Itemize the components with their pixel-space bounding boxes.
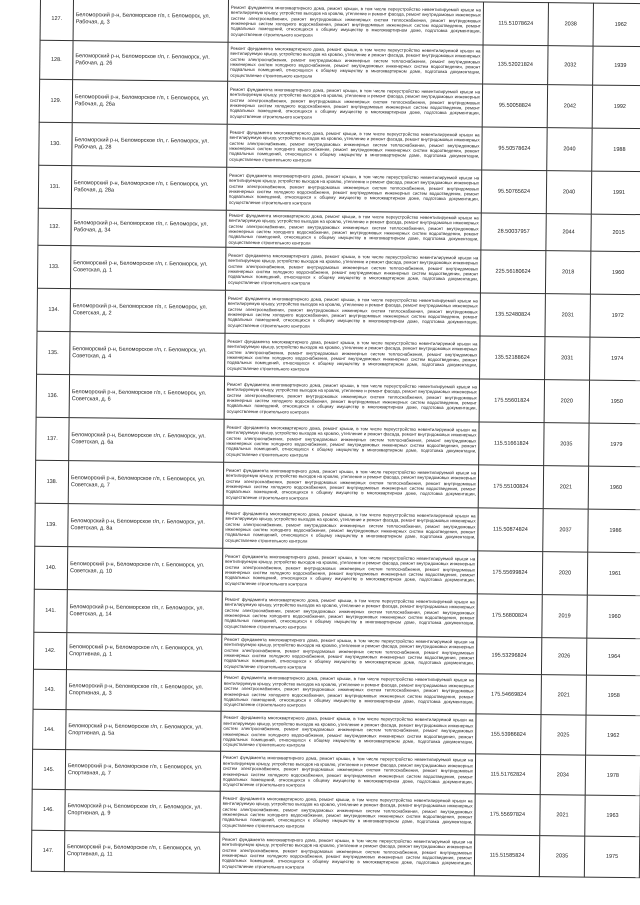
cost-cell bbox=[482, 84, 547, 128]
table-row bbox=[37, 245, 640, 294]
build-year-cell-text: 1986 bbox=[609, 527, 622, 534]
cost-cell-text: 175.55697824 bbox=[489, 811, 526, 818]
row-number-text: 143. bbox=[44, 686, 56, 693]
works-description-cell bbox=[225, 333, 480, 379]
address-cell bbox=[66, 710, 221, 752]
cost-cell-text: 115.51661824 bbox=[493, 440, 529, 447]
address-cell bbox=[66, 633, 221, 672]
works-description-cell-text: Ремонт фундамента многоквартирного дома, ремонт крыши, в том числе переустройство невентилируемой крыши на вентилируемую крышу, устройство выходов на кровлю, утепление и ремонт фасада, ремонт внутридомовых инженерных систем электроснабжения, ремонт внутридомовых инженерных систем теплоснабжения, ремонт внутридомовых инженерных систем холодного водоснабжения, ремонт внутридомовых инженерных систем водоотведения, ремонт подвальных помещений, относящихся к общему имуществу в многоквартирном доме, подготовка документации, осуществление строительного контроля bbox=[222, 795, 473, 829]
table-row bbox=[38, 208, 640, 251]
planned-year-cell bbox=[548, 3, 593, 46]
build-year-cell bbox=[586, 715, 640, 756]
cost-cell bbox=[477, 594, 542, 638]
build-year-cell bbox=[587, 552, 640, 596]
address-cell-text: Беломорский р-н, Беломорское г/п, г. Беломорск, ул. Советская, д. 1 bbox=[73, 260, 208, 274]
planned-year-cell bbox=[544, 423, 589, 466]
planned-year-cell-text: 2019 bbox=[558, 613, 571, 620]
planned-year-cell bbox=[539, 836, 584, 877]
build-year-cell-text: 1960 bbox=[612, 269, 625, 276]
planned-year-cell-text: 2040 bbox=[563, 146, 576, 153]
cost-cell bbox=[482, 127, 547, 171]
row-number-text: 135. bbox=[47, 349, 59, 357]
planned-year-cell-text: 2031 bbox=[561, 355, 574, 362]
planned-year-cell-text: 2020 bbox=[560, 398, 573, 405]
cost-cell bbox=[475, 754, 540, 795]
address-cell bbox=[66, 670, 221, 712]
planned-year-cell bbox=[543, 509, 588, 552]
planned-year-cell-text: 2035 bbox=[560, 441, 573, 448]
address-cell bbox=[65, 750, 220, 792]
works-description-cell-text: Ремонт фундамента многоквартирного дома, ремонт крыши, в том числе переустройство невентилируемой крыши на вентилируемую крышу, устройство выходов на кровлю, утепление и ремонт фасада, ремонт внутридомовых инженерных систем электроснабжения, ремонт внутридомовых инженерных систем теплоснабжения, ремонт внутридомовых инженерных систем холодного водоснабжения, ремонт внутридомовых инженерных систем водоотведения, ремонт подвальных помещений, относящихся к общему имуществу в многоквартирном доме, подготовка документации, осуществление строительного контроля bbox=[227, 295, 478, 329]
table-row bbox=[40, 0, 640, 47]
row-number-text: 138. bbox=[46, 478, 58, 486]
row-number-text: 127. bbox=[51, 15, 63, 23]
build-year-cell bbox=[590, 251, 640, 295]
build-year-cell bbox=[586, 638, 640, 676]
address-cell bbox=[71, 209, 226, 248]
build-year-cell bbox=[592, 128, 640, 172]
works-description-cell bbox=[221, 634, 476, 674]
build-year-cell bbox=[591, 171, 640, 215]
works-description-cell-text: Ремонт фундамента многоквартирного дома, ремонт крыши, в том числе переустройство невентилируемой крыши на вентилируемую крышу, устройство выходов на кровлю, утепление и ремонт фасада, ремонт внутридомовых инженерных систем электроснабжения, ремонт внутридомовых инженерных систем теплоснабжения, ремонт внутридомовых инженерных систем холодного водоснабжения, ремонт внутридомовых инженерных систем водоотведения, ремонт подвальных помещений, относящихся к общему имуществу в многоквартирном доме, подготовка документации, осуществление строительного контроля bbox=[230, 4, 481, 38]
cost-cell-text: 95.50058824 bbox=[498, 102, 531, 109]
planned-year-cell bbox=[544, 380, 589, 423]
row-number bbox=[33, 709, 66, 749]
address-cell bbox=[64, 831, 219, 874]
cost-cell-text: 175.55100824 bbox=[493, 483, 529, 490]
planned-year-cell bbox=[540, 795, 585, 836]
planned-year-cell bbox=[541, 715, 586, 755]
build-year-cell bbox=[585, 795, 640, 837]
row-number bbox=[32, 749, 65, 789]
works-description-cell-text: Ремонт фундамента многоквартирного дома, ремонт крыши, в том числе переустройство невентилируемой крыши на вентилируемую крышу, устройство выходов на кровлю, утепление и ремонт фасада, ремонт внутридомовых инженерных систем электроснабжения, ремонт внутридомовых инженерных систем теплоснабжения, ремонт внутридомовых инженерных систем холодного водоснабжения, ремонт внутридомовых инженерных систем водоотведения, ремонт подвальных помещений, относящихся к общему имуществу в многоквартирном доме, подготовка документации, осуществление строительного контроля bbox=[222, 755, 474, 788]
planned-year-cell bbox=[546, 171, 591, 214]
address-cell-text: Беломорский р-н, Беломорское г/п, г. Беломорск, ул. Рабочая, д. 28а bbox=[73, 180, 209, 194]
works-description-cell bbox=[224, 376, 479, 422]
works-description-cell bbox=[220, 751, 475, 794]
planned-year-cell-text: 2021 bbox=[559, 484, 573, 491]
address-cell-text: Беломорский р-н, Беломорское г/п, г. Беломорск, ул. Советская, д. 6а bbox=[71, 432, 206, 446]
works-description-cell-text: Ремонт фундамента многоквартирного дома, ремонт крыши, в том числе переустройство невентилируемой крыши на вентилируемую крышу, устройство выходов на кровлю, утепление и ремонт фасада, ремонт внутридомовых инженерных систем электроснабжения, ремонт внутридомовых инженерных систем теплоснабжения, ремонт внутридомовых инженерных систем холодного водоснабжения, ремонт внутридомовых инженерных систем водоотведения, ремонт подвальных помещений, относящихся к общему имуществу в многоквартирном доме, подготовка документации, осуществление строительного контроля bbox=[224, 596, 475, 630]
address-cell-text: Беломорский р-н, Беломорское г/п, г. Беломорск, ул. Рабочая, д. 34 bbox=[73, 220, 209, 234]
works-description-cell-text: Ремонт фундамента многоквартирного дома, ремонт крыши, в том числе переустройство невентилируемой крыши на вентилируемую крышу, устройство выходов на кровлю, утепление и ремонт фасада, ремонт внутридомовых инженерных систем электроснабжения, ремонт внутридомовых инженерных систем теплоснабжения, ремонт внутридомовых инженерных систем холодного водоснабжения, ремонт внутридомовых инженерных систем водоотведения, ремонт подвальных помещений, относящихся к общему имуществу в многоквартирном доме, подготовка документации, осуществление строительного контроля bbox=[223, 715, 474, 748]
address-cell-text: Беломорский р-н, Беломорское г/п, г. Беломорск, ул. Советская, д. 7 bbox=[70, 475, 206, 489]
row-number-text: 141. bbox=[45, 607, 56, 615]
row-number-text: 145. bbox=[43, 766, 55, 773]
table-row bbox=[37, 288, 640, 337]
address-cell-text: Беломорский р-н, Беломорское г/п, г. Беломорск, ул. Спортивная, д. 5а bbox=[68, 722, 203, 737]
row-number bbox=[38, 208, 71, 245]
table-row bbox=[31, 830, 639, 877]
address-cell bbox=[65, 790, 220, 833]
table-row bbox=[33, 709, 640, 755]
row-number bbox=[40, 40, 73, 79]
table-row bbox=[34, 589, 640, 638]
cost-cell-text: 155.53986824 bbox=[490, 731, 526, 738]
works-description-cell bbox=[223, 505, 478, 551]
row-number bbox=[34, 589, 67, 632]
build-year-cell-text: 1963 bbox=[606, 812, 619, 819]
build-year-cell-text: 1962 bbox=[614, 21, 627, 28]
works-description-cell-text: Ремонт фундамента многоквартирного дома, ремонт крыши, в том числе переустройство невентилируемой крыши на вентилируемую крышу, устройство выходов на кровлю, утепление и ремонт фасада, ремонт внутридомовых инженерных систем электроснабжения, ремонт внутридомовых инженерных систем теплоснабжения, ремонт внутридомовых инженерных систем холодного водоснабжения, ремонт внутридомовых инженерных систем водоотведения, ремонт подвальных помещений, относящихся к общему имуществу в многоквартирном доме, подготовка документации, осуществление строительного контроля bbox=[227, 338, 478, 372]
row-number-text: 131. bbox=[49, 183, 61, 191]
row-number bbox=[37, 245, 70, 288]
row-number bbox=[33, 632, 66, 669]
row-number-text: 130. bbox=[50, 140, 61, 148]
works-description-cell bbox=[225, 247, 480, 293]
build-year-cell bbox=[584, 836, 639, 878]
table-row bbox=[38, 165, 640, 214]
row-number bbox=[32, 789, 65, 830]
table-row bbox=[36, 417, 640, 466]
cost-cell bbox=[475, 794, 540, 836]
table-row bbox=[33, 669, 640, 715]
works-description-cell bbox=[221, 711, 476, 754]
address-cell bbox=[69, 375, 224, 420]
table-row bbox=[39, 79, 640, 128]
address-cell-text: Беломорский р-н, Беломорское г/п, г. Беломорск, ул. Советская, д. 4 bbox=[72, 346, 207, 360]
build-year-cell-text: 1975 bbox=[605, 853, 619, 860]
table-row bbox=[33, 632, 640, 675]
works-description-cell-text: Ремонт фундамента многоквартирного дома, ремонт крыши, в том числе переустройство невентилируемой крыши на вентилируемую крышу, устройство выходов на кровлю, утепление и ремонт фасада, ремонт внутридомовых инженерных систем электроснабжения, ремонт внутридомовых инженерных систем теплоснабжения, ремонт внутридомовых инженерных систем холодного водоснабжения, ремонт внутридомовых инженерных систем водоотведения, ремонт подвальных помещений, относящихся к общему имуществу в многоквартирном доме, подготовка документации, осуществление строительного контроля bbox=[228, 252, 479, 286]
build-year-cell-text: 1979 bbox=[610, 441, 623, 448]
build-year-cell-text: 1960 bbox=[608, 613, 621, 620]
works-description-cell-text: Ремонт фундамента многоквартирного дома, ремонт крыши, в том числе переустройство невентилируемой крыши на вентилируемую крышу, устройство выходов на кровлю, утепление и ремонт фасада, ремонт внутридомовых инженерных систем электроснабжения, ремонт внутридомовых инженерных систем теплоснабжения, ремонт внутридомовых инженерных систем холодного водоснабжения, ремонт внутридомовых инженерных систем водоотведения, ремонт подвальных помещений, относящихся к общему имуществу в многоквартирном доме, подготовка документации, осуществление строительного контроля bbox=[223, 636, 475, 670]
planned-year-cell-text: 2034 bbox=[556, 771, 570, 778]
cost-cell bbox=[476, 637, 541, 675]
cost-cell bbox=[476, 674, 541, 715]
cost-cell-text: 135.52480824 bbox=[495, 311, 531, 318]
works-description-cell bbox=[224, 419, 479, 465]
build-year-cell-text: 1950 bbox=[610, 398, 623, 405]
build-year-cell-text: 1974 bbox=[611, 355, 624, 362]
cost-cell bbox=[478, 508, 543, 552]
cost-cell-text: 135.52188624 bbox=[494, 354, 530, 361]
cost-cell-text: 135.52021824 bbox=[497, 61, 533, 68]
row-number bbox=[39, 79, 72, 122]
address-cell-text: Беломорский р-н, Беломорское г/п, г. Беломорск, ул. Советская, д. 6 bbox=[71, 389, 207, 403]
works-description-cell bbox=[227, 81, 482, 127]
row-number bbox=[35, 460, 68, 503]
address-cell-text: Беломорский р-н, Беломорское г/п, г. Беломорск, ул. Спортивная, д. 11 bbox=[67, 844, 202, 858]
row-number bbox=[39, 122, 72, 165]
works-description-cell-text: Ремонт фундамента многоквартирного дома, ремонт крыши, в том числе переустройство невентилируемой крыши на вентилируемую крышу, устройство выходов на кровлю, утепление и ремонт фасада, ремонт внутридомовых инженерных систем электроснабжения, ремонт внутридомовых инженерных систем теплоснабжения, ремонт внутридомовых инженерных систем холодного водоснабжения, ремонт внутридомовых инженерных систем водоотведения, ремонт подвальных помещений, относящихся к общему имуществу в многоквартирном доме, подготовка документации, осуществление строительного контроля bbox=[224, 553, 476, 587]
row-number bbox=[37, 331, 70, 374]
address-cell-text: Беломорский р-н, Беломорское г/п, г. Беломорск, ул. Спортивная, д. 7 bbox=[67, 762, 203, 777]
works-description-cell bbox=[228, 42, 483, 84]
build-year-cell-text: 1960 bbox=[609, 484, 623, 491]
table-row bbox=[32, 749, 640, 795]
build-year-cell-text: 1962 bbox=[607, 732, 620, 739]
cost-cell bbox=[479, 422, 544, 466]
cost-cell bbox=[481, 213, 546, 251]
row-number-text: 140. bbox=[45, 564, 57, 572]
cost-cell bbox=[476, 714, 541, 755]
works-description-cell bbox=[226, 210, 481, 250]
row-number-text: 139. bbox=[46, 521, 57, 529]
build-year-cell bbox=[589, 423, 640, 467]
address-cell bbox=[71, 166, 226, 211]
cost-cell bbox=[479, 379, 544, 423]
build-year-cell-text: 1991 bbox=[612, 189, 626, 196]
row-number bbox=[36, 417, 69, 460]
cost-cell bbox=[483, 2, 548, 46]
build-year-cell-text: 1972 bbox=[611, 312, 624, 319]
planned-year-cell-text: 2035 bbox=[555, 853, 569, 860]
build-year-cell-text: 1992 bbox=[613, 103, 627, 110]
planned-year-cell-text: 2040 bbox=[562, 189, 576, 196]
cost-cell-text: 175.54669824 bbox=[491, 691, 527, 698]
works-description-cell-text: Ремонт фундамента многоквартирного дома, ремонт крыши, в том числе переустройство невентилируемой крыши на вентилируемую крышу, устройство выходов на кровлю, утепление и ремонт фасада, ремонт внутридомовых инженерных систем электроснабжения, ремонт внутридомовых инженерных систем теплоснабжения, ремонт внутридомовых инженерных систем холодного водоснабжения, ремонт внутридомовых инженерных систем водоотведения, ремонт подвальных помещений, относящихся к общему имуществу в многоквартирном доме, подготовка документации, осуществление строительного контроля bbox=[228, 212, 479, 246]
works-description-cell-text: Ремонт фундамента многоквартирного дома, ремонт крыши, в том числе переустройство невентилируемой крыши на вентилируемую крышу, устройство выходов на кровлю, утепление и ремонт фасада, ремонт внутридомовых инженерных систем электроснабжения, ремонт внутридомовых инженерных систем теплоснабжения, ремонт внутридомовых инженерных систем холодного водоснабжения, ремонт внутридомовых инженерных систем водоотведения, ремонт подвальных помещений, относящихся к общему имуществу в многоквартирном доме, подготовка документации, осуществление строительного контроля bbox=[228, 172, 480, 206]
build-year-cell bbox=[588, 466, 640, 510]
cost-cell-text: 175.55601824 bbox=[494, 397, 530, 404]
address-cell-text: Беломорский р-н, Беломорское г/п, г. Беломорск, ул. Советская, д. 2 bbox=[72, 303, 208, 317]
table-body bbox=[31, 0, 640, 878]
address-cell-text: Беломорский р-н, Беломорское г/п, г. Беломорск, ул. Советская, д. 8а bbox=[70, 518, 205, 532]
address-cell bbox=[73, 0, 228, 42]
works-description-cell-text: Ремонт фундамента многоквартирного дома, ремонт крыши, в том числе переустройство невентилируемой крыши на вентилируемую крышу, устройство выходов на кровлю, утепление и ремонт фасада, ремонт внутридомовых инженерных систем электроснабжения, ремонт внутридомовых инженерных систем теплоснабжения, ремонт внутридомовых инженерных систем холодного водоснабжения, ремонт внутридомовых инженерных систем водоотведения, ремонт подвальных помещений, относящихся к общему имуществу в многоквартирном доме, подготовка документации, осуществление строительного контроля bbox=[223, 675, 474, 708]
row-number-text: 133. bbox=[48, 263, 60, 271]
planned-year-cell bbox=[545, 337, 590, 380]
row-number-text: 146. bbox=[43, 806, 54, 814]
address-cell-text: Беломорский р-н, Беломорское г/п, г. Беломорск, ул. Спортивная, д. 1 bbox=[69, 644, 204, 658]
address-cell-text: Беломорский р-н, Беломорское г/п, г. Беломорск, ул. Рабочая, д. 3 bbox=[75, 12, 211, 26]
row-number bbox=[35, 503, 68, 546]
build-year-cell bbox=[586, 675, 640, 716]
row-number-text: 137. bbox=[46, 435, 58, 443]
address-cell bbox=[68, 504, 223, 549]
build-year-cell-text: 1964 bbox=[607, 653, 621, 660]
build-year-cell-text: 2015 bbox=[612, 229, 625, 236]
planned-year-cell-text: 2042 bbox=[563, 103, 577, 110]
cost-cell bbox=[481, 170, 546, 214]
address-cell bbox=[70, 332, 225, 377]
cost-cell bbox=[478, 465, 543, 509]
works-description-cell bbox=[227, 124, 482, 170]
address-cell-text: Беломорский р-н, Беломорское г/п, г. Беломорск, ул. Рабочая, д. 26а bbox=[74, 94, 210, 108]
planned-year-cell bbox=[543, 466, 588, 509]
cost-cell-text: 175.56800824 bbox=[491, 612, 528, 619]
works-description-cell-text: Ремонт фундамента многоквартирного дома, ремонт крыши, в том числе переустройство невентилируемой крыши на вентилируемую крышу, устройство выходов на кровлю, утепление и ремонт фасада, ремонт внутридомовых инженерных систем электроснабжения, ремонт внутридомовых инженерных систем теплоснабжения, ремонт внутридомовых инженерных систем холодного водоснабжения, ремонт внутридомовых инженерных систем водоотведения, ремонт подвальных помещений, относящихся к общему имуществу в многоквартирном доме, подготовка документации, осуществление строительного контроля bbox=[225, 510, 476, 544]
row-number-text: 134. bbox=[48, 306, 60, 314]
row-number bbox=[36, 374, 69, 417]
planned-year-cell-text: 2026 bbox=[557, 653, 571, 660]
cost-cell-text: 28.50037957 bbox=[497, 228, 530, 235]
works-description-cell bbox=[221, 671, 476, 714]
row-number bbox=[31, 830, 64, 871]
address-cell bbox=[72, 80, 227, 125]
works-description-cell bbox=[223, 462, 478, 508]
build-year-cell bbox=[591, 214, 640, 252]
planned-year-cell bbox=[545, 294, 590, 337]
build-year-cell bbox=[587, 595, 640, 639]
cost-cell-text: 115.51078624 bbox=[498, 20, 534, 27]
planned-year-cell bbox=[547, 85, 592, 128]
works-description-cell-text: Ремонт фундамента многоквартирного дома, ремонт крыши, в том числе переустройство невентилируемой крыши на вентилируемую крышу, устройство выходов на кровлю, утепление и ремонт фасада, ремонт внутридомовых инженерных систем электроснабжения, ремонт внутридомовых инженерных систем теплоснабжения, ремонт внутридомовых инженерных систем холодного водоснабжения, ремонт внутридомовых инженерных систем водоотведения, ремонт подвальных помещений, относящихся к общему имуществу в многоквартирном доме, подготовка документации, осуществление строительного контроля bbox=[225, 467, 477, 501]
works-description-cell bbox=[225, 290, 480, 336]
row-number bbox=[33, 669, 66, 709]
table-row bbox=[36, 374, 640, 423]
cost-cell bbox=[480, 250, 545, 294]
build-year-cell-text: 1939 bbox=[614, 62, 627, 69]
table-row bbox=[39, 122, 640, 171]
table-row bbox=[35, 460, 640, 509]
table-row bbox=[34, 546, 640, 595]
address-cell bbox=[67, 547, 222, 592]
planned-year-cell bbox=[542, 552, 587, 595]
row-number bbox=[38, 165, 71, 208]
row-number-text: 144. bbox=[43, 726, 55, 733]
build-year-cell bbox=[585, 755, 640, 796]
address-cell bbox=[69, 418, 224, 463]
planned-year-cell bbox=[548, 46, 593, 85]
row-number bbox=[37, 288, 70, 331]
works-description-cell-text: Ремонт фундамента многоквартирного дома, ремонт крыши, в том числе переустройство невентилируемой крыши на вентилируемую крышу, устройство выходов на кровлю, утепление и ремонт фасада, ремонт внутридомовых инженерных систем электроснабжения, ремонт внутридомовых инженерных систем теплоснабжения, ремонт внутридомовых инженерных систем холодного водоснабжения, ремонт внутридомовых инженерных систем водоотведения, ремонт подвальных помещений, относящихся к общему имуществу в многоквартирном доме, подготовка документации, осуществление строительного контроля bbox=[221, 836, 473, 870]
build-year-cell bbox=[589, 380, 640, 424]
address-cell bbox=[73, 41, 228, 82]
works-description-cell bbox=[222, 591, 477, 637]
planned-year-cell-text: 2025 bbox=[557, 731, 570, 738]
cost-cell bbox=[483, 45, 548, 85]
planned-year-cell-text: 2031 bbox=[561, 312, 574, 319]
works-description-cell-text: Ремонт фундамента многоквартирного дома, ремонт крыши, в том числе переустройство невентилируемой крыши на вентилируемую крышу, устройство выходов на кровлю, утепление и ремонт фасада, ремонт внутридомовых инженерных систем электроснабжения, ремонт внутридомовых инженерных систем теплоснабжения, ремонт внутридомовых инженерных систем холодного водоснабжения, ремонт внутридомовых инженерных систем водоотведения, ремонт подвальных помещений, относящихся к общему имуществу в многоквартирном доме, подготовка документации, осуществление строительного контроля bbox=[226, 381, 477, 415]
works-description-cell-text: Ремонт фундамента многоквартирного дома, ремонт крыши, в том числе переустройство невентилируемой крыши на вентилируемую крышу, устройство выходов на кровлю, утепление и ремонт фасада, ремонт внутридомовых инженерных систем электроснабжения, ремонт внутридомовых инженерных систем теплоснабжения, ремонт внутридомовых инженерных систем холодного водоснабжения, ремонт внутридомовых инженерных систем водоотведения, ремонт подвальных помещений, относящихся к общему имуществу в многоквартирном доме, подготовка документации, осуществление строительного контроля bbox=[226, 424, 477, 458]
planned-year-cell-text: 2021 bbox=[556, 812, 569, 819]
row-number-text: 129. bbox=[50, 97, 62, 105]
table-row bbox=[37, 331, 640, 380]
address-cell bbox=[68, 461, 223, 506]
works-description-cell bbox=[222, 548, 477, 594]
address-cell-text: Беломорский р-н, Беломорское г/п, г. Беломорск, ул. Спортивная, д. 9 bbox=[67, 803, 202, 817]
cost-cell-text: 225.56180624 bbox=[495, 268, 531, 275]
planned-year-cell bbox=[546, 214, 591, 251]
planned-year-cell bbox=[540, 755, 585, 795]
works-description-cell-text: Ремонт фундамента многоквартирного дома, ремонт крыши, в том числе переустройство невентилируемой крыши на вентилируемую крышу, устройство выходов на кровлю, утепление и ремонт фасада, ремонт внутридомовых инженерных систем электроснабжения, ремонт внутридомовых инженерных систем теплоснабжения, ремонт внутридомовых инженерных систем холодного водоснабжения, ремонт внутридомовых инженерных систем водоотведения, ремонт подвальных помещений, относящихся к общему имуществу в многоквартирном доме, подготовка документации, осуществление строительного контроля bbox=[229, 86, 481, 120]
cost-cell-text: 115.51585824 bbox=[489, 852, 525, 859]
row-number-text: 132. bbox=[49, 223, 60, 231]
works-description-cell bbox=[226, 167, 481, 213]
address-cell bbox=[70, 246, 225, 291]
works-description-cell bbox=[228, 0, 483, 45]
works-description-cell bbox=[220, 791, 475, 835]
row-number-text: 136. bbox=[47, 392, 59, 400]
document-page bbox=[40, 0, 627, 905]
build-year-cell-text: 1961 bbox=[608, 570, 622, 577]
planned-year-cell bbox=[545, 251, 590, 294]
cost-cell bbox=[480, 293, 545, 337]
build-year-cell-text: 1988 bbox=[613, 146, 626, 153]
build-year-cell bbox=[592, 85, 640, 129]
address-cell-text: Беломорский р-н, Беломорское г/п, г. Беломорск, ул. Рабочая, д. 26 bbox=[75, 53, 210, 67]
address-cell-text: Беломорский р-н, Беломорское г/п, г. Беломорск, ул. Советская, д. 14 bbox=[69, 604, 205, 618]
planned-year-cell-text: 2038 bbox=[564, 21, 577, 28]
cost-cell-text: 95.50765624 bbox=[497, 188, 531, 195]
row-number bbox=[40, 0, 73, 41]
address-cell-text: Беломорский р-н, Беломорское г/п, г. Беломорск, ул. Рабочая, д. 28 bbox=[74, 137, 209, 151]
build-year-cell bbox=[593, 46, 640, 86]
build-year-cell bbox=[590, 337, 640, 381]
address-cell bbox=[70, 289, 225, 334]
cost-cell bbox=[477, 551, 542, 595]
build-year-cell-text: 1958 bbox=[607, 692, 620, 699]
address-cell bbox=[67, 590, 222, 635]
row-number-text: 147. bbox=[42, 847, 54, 854]
row-number-text: 142. bbox=[44, 647, 56, 655]
planned-year-cell-text: 2044 bbox=[562, 229, 575, 236]
planned-year-cell bbox=[541, 638, 586, 675]
build-year-cell bbox=[593, 3, 640, 47]
table-row bbox=[40, 40, 640, 85]
build-year-cell bbox=[590, 294, 640, 338]
row-number bbox=[34, 546, 67, 589]
works-description-cell bbox=[219, 832, 474, 876]
planned-year-cell bbox=[541, 675, 586, 715]
planned-year-cell-text: 2020 bbox=[558, 570, 572, 577]
cost-cell-text: 115.50874824 bbox=[493, 526, 528, 533]
address-cell-text: Беломорский р-н, Беломорское г/п, г. Беломорск, ул. Советская, д. 10 bbox=[69, 561, 205, 575]
build-year-cell bbox=[588, 509, 640, 553]
works-description-cell-text: Ремонт фундамента многоквартирного дома, ремонт крыши, в том числе переустройство невентилируемой крыши на вентилируемую крышу, устройство выходов на кровлю, утепление и ремонт фасада, ремонт внутридомовых инженерных систем электроснабжения, ремонт внутридомовых инженерных систем теплоснабжения, ремонт внутридомовых инженерных систем холодного водоснабжения, ремонт внутридомовых инженерных систем водоотведения, ремонт подвальных помещений, относящихся к общему имуществу в многоквартирном доме, подготовка документации, осуществление строительного контроля bbox=[230, 45, 481, 79]
address-cell bbox=[72, 123, 227, 168]
planned-year-cell-text: 2037 bbox=[559, 527, 572, 534]
row-number-text: 128. bbox=[50, 56, 62, 64]
cost-cell-text: 95.50578624 bbox=[498, 145, 531, 152]
cost-cell-text: 175.55699824 bbox=[492, 569, 528, 576]
build-year-cell-text: 1978 bbox=[606, 772, 620, 779]
cost-cell-text: 195.53296824 bbox=[491, 652, 527, 659]
table-row bbox=[35, 503, 640, 552]
planned-year-cell bbox=[542, 595, 587, 638]
cost-cell bbox=[480, 336, 545, 380]
table-row bbox=[32, 789, 640, 836]
planned-year-cell-text: 2032 bbox=[564, 62, 577, 69]
planned-year-cell-text: 2018 bbox=[562, 269, 575, 276]
works-description-cell-text: Ремонт фундамента многоквартирного дома, ремонт крыши, в том числе переустройство невентилируемой крыши на вентилируемую крышу, устройство выходов на кровлю, утепление и ремонт фасада, ремонт внутридомовых инженерных систем электроснабжения, ремонт внутридомовых инженерных систем теплоснабжения, ремонт внутридомовых инженерных систем холодного водоснабжения, ремонт внутридомовых инженерных систем водоотведения, ремонт подвальных помещений, относящихся к общему имуществу в многоквартирном доме, подготовка документации, осуществление строительного контроля bbox=[229, 129, 480, 163]
planned-year-cell-text: 2021 bbox=[557, 691, 570, 698]
planned-year-cell bbox=[547, 128, 592, 171]
housing-repair-table bbox=[31, 0, 640, 878]
address-cell-text: Беломорский р-н, Беломорское г/п, г. Беломорск, ул. Спортивная, д. 3 bbox=[68, 682, 204, 697]
cost-cell-text: 115.51762824 bbox=[490, 771, 526, 778]
cost-cell bbox=[474, 835, 539, 877]
